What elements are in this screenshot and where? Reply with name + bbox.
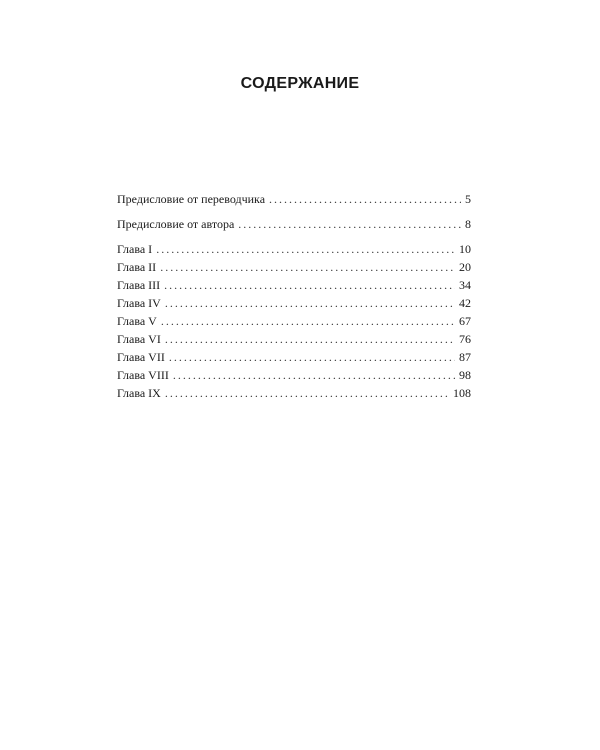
toc-entry-translator-preface[interactable]	[117, 190, 471, 208]
toc-entry-author-preface[interactable]	[117, 215, 471, 233]
table-of-contents	[117, 190, 471, 402]
toc-entry-label: Глава VIII	[117, 368, 169, 382]
toc-entry-chapter-7[interactable]	[117, 348, 471, 366]
toc-entry-page: 108	[453, 386, 471, 400]
dot-leader	[156, 240, 455, 258]
dot-leader	[165, 384, 449, 402]
toc-entry-chapter-6[interactable]	[117, 330, 471, 348]
dot-leader	[238, 215, 461, 233]
dot-leader	[269, 190, 461, 208]
toc-entry-page: 10	[459, 242, 471, 256]
dot-leader	[173, 366, 455, 384]
dot-leader	[160, 258, 455, 276]
page-title: СОДЕРЖАНИЕ	[240, 75, 360, 92]
toc-entry-label: Глава IX	[117, 386, 161, 400]
toc-entry-label: Предисловие от переводчика	[117, 192, 266, 206]
dot-leader	[164, 276, 455, 294]
toc-entry-label: Глава IV	[117, 296, 161, 310]
dot-leader	[165, 330, 455, 348]
toc-entry-chapter-5[interactable]	[117, 312, 471, 330]
toc-entry-page: 76	[459, 332, 471, 346]
toc-entry-label: Предисловие от автора	[117, 217, 235, 231]
toc-entry-page: 34	[459, 278, 471, 292]
dot-leader	[165, 294, 455, 312]
toc-entry-page: 67	[459, 314, 471, 328]
toc-entry-label: Глава V	[117, 314, 157, 328]
toc-entry-label: Глава VI	[117, 332, 161, 346]
toc-entry-page: 42	[459, 296, 471, 310]
dot-leader	[161, 312, 455, 330]
toc-entry-label: Глава I	[117, 242, 153, 256]
toc-entry-chapter-1[interactable]	[117, 240, 471, 258]
toc-entry-chapter-4[interactable]	[117, 294, 471, 312]
toc-entry-label: Глава VII	[117, 350, 165, 364]
toc-entry-label: Глава III	[117, 278, 161, 292]
dot-leader	[169, 348, 455, 366]
toc-entry-chapter-8[interactable]	[117, 366, 471, 384]
toc-entry-chapter-2[interactable]	[117, 258, 471, 276]
toc-entry-page: 20	[459, 260, 471, 274]
toc-entry-page: 8	[465, 217, 471, 231]
toc-entry-chapter-9[interactable]	[117, 384, 471, 402]
toc-entry-label: Глава II	[117, 260, 157, 274]
toc-entry-page: 87	[459, 350, 471, 364]
toc-entry-chapter-3[interactable]	[117, 276, 471, 294]
toc-entry-page: 98	[459, 368, 471, 382]
toc-entry-page: 5	[465, 192, 471, 206]
